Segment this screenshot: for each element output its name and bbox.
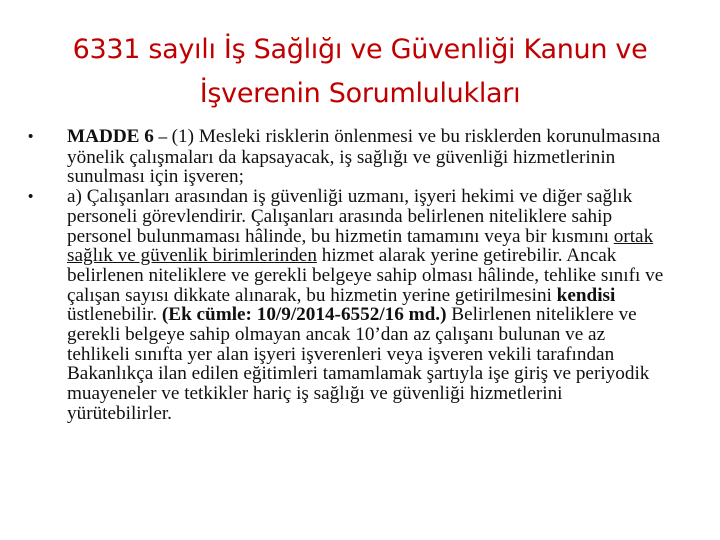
item-a-text-part-2: hizmet alarak yerine getirebilir. Ancak belirlenen niteliklere ve gerekli belgeye sahip olması hâlinde, tehlike sınıfı ve çalışan sayısı dikkate alınarak, bu hizmetin yerine getirilmesini [67, 245, 664, 306]
item-a-text-part-4: Belirlenen niteliklere ve gerekli belgeye sahip olmayan ancak 10’dan az çalışanı bulunan ve az tehlikeli sınıfta yer alan işyeri işverenleri veya işveren vekili tarafından Bakanlıkça ilan edilen eğitimleri tamamlamak şartıyla işe giriş ve periyodik muayeneler ve tetkikler hariç iş sağlığı ve güvenliği hizmetlerini yürütebilirler. [67, 304, 650, 424]
item-a-text-part-3: üstlenebilir. [67, 304, 162, 326]
underlined-phrase: ortak sağlık ve güvenlik birimlerinden [67, 225, 654, 267]
amendment-note: (Ek cümle: 10/9/2014-6552/16 md.) [161, 304, 447, 326]
bullet-dot: • [28, 188, 34, 206]
slide-title [30, 28, 690, 116]
item-a-text-part-1: a) Çalışanları arasından iş güvenliği uzmanı, işyeri hekimi ve diğer sağlık personeli görevlendirir. Çalışanları arasında belirlenen niteliklere sahip personel bulunmaması hâlinde, bu hizmetin tamamını veya bir kısmını [67, 186, 633, 247]
bold-word-kendisi: kendisi [556, 284, 616, 306]
article-paragraph-1: (1) Mesleki risklerin önlenmesi ve bu risklerden korunulmasına yönelik çalışmaları da kapsayacak, iş sağlığı ve güvenliği hizmetlerinin sunulması için işveren; [67, 126, 661, 188]
em-dash: – [153, 129, 172, 146]
slide-body [28, 127, 668, 424]
article-number: MADDE 6 [67, 126, 154, 147]
bullet-item-a [28, 187, 668, 423]
bullet-item-madde-6 [28, 127, 668, 187]
slide-title-line-2: İşverenin Sorumlulukları [199, 78, 521, 109]
slide-title-line-1: 6331 sayılı İş Sağlığı ve Güvenliği Kanun ve [72, 34, 648, 65]
bullet-dot: • [28, 128, 34, 145]
